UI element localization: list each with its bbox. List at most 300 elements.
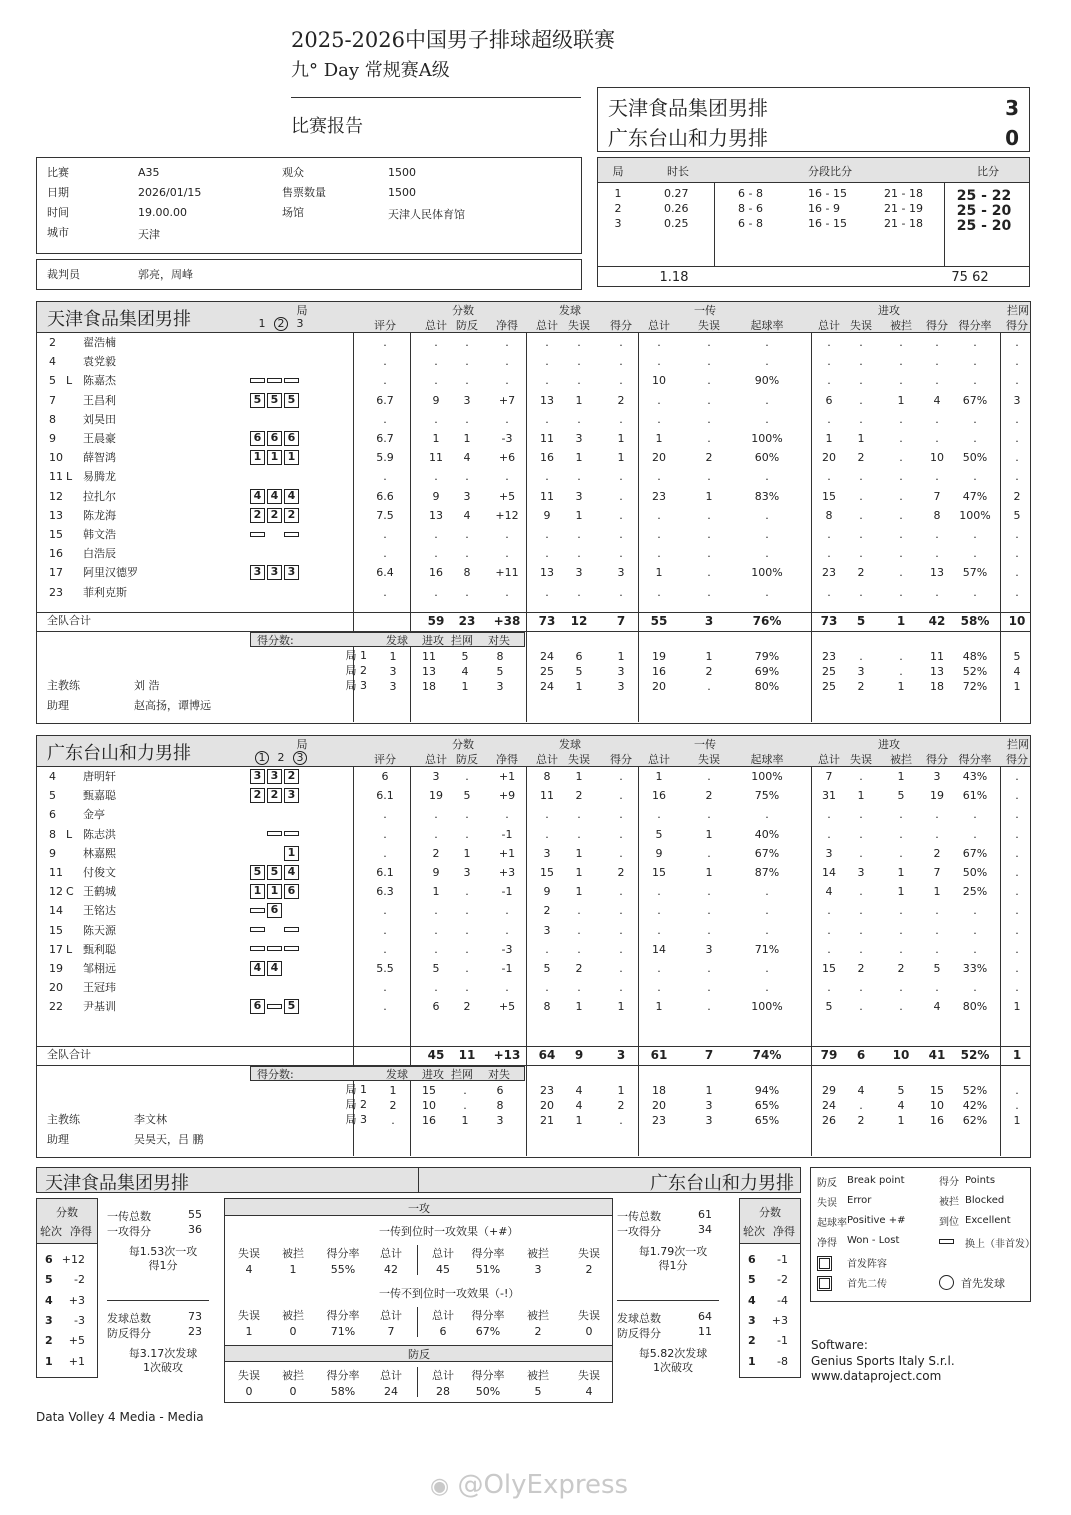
points-col-head: 拦网: [451, 634, 473, 647]
set-stat-cell: 4: [575, 1099, 583, 1112]
def-col-head: 失误: [578, 1369, 600, 1382]
stat-cell: 8: [543, 1000, 551, 1014]
home-reception-label: 一传总数: [107, 1210, 151, 1223]
stat-cell: .: [1015, 808, 1019, 822]
stat-cell: .: [545, 528, 549, 541]
stat-cell: .: [383, 412, 387, 426]
assistant-names: 赵高扬，谭博远: [134, 699, 211, 712]
def-col-head: 失误: [238, 1369, 260, 1382]
set-stat-cell: 3: [857, 665, 865, 678]
legend-desc: Positive +#: [847, 1215, 906, 1226]
software-name: Genius Sports Italy S.r.l.: [811, 1354, 955, 1368]
stat-cell: 8: [933, 508, 941, 522]
rotation-net: +1: [68, 1354, 85, 1368]
home-reception-label: 一攻得分: [107, 1225, 151, 1238]
stat-cell: +1: [498, 846, 516, 860]
col-group: 一传: [694, 738, 716, 751]
stat-cell: .: [827, 374, 831, 388]
stat-cell: 15: [540, 866, 554, 879]
stat-cell: .: [657, 393, 661, 407]
stat-cell: .: [505, 470, 509, 484]
stat-cell: +6: [498, 451, 516, 465]
stat-cell: .: [1015, 962, 1019, 975]
col-head: 净得: [496, 753, 518, 766]
def-value: 28: [436, 1385, 450, 1398]
stat-cell: .: [827, 585, 831, 599]
stat-cell: 43%: [962, 770, 988, 783]
stat-cell: 10: [930, 451, 944, 465]
stat-cell: 6.7: [376, 432, 394, 445]
stat-cell: .: [505, 904, 509, 918]
stat-cell: .: [545, 808, 549, 822]
set-stat-cell: 62%: [962, 1114, 988, 1127]
set-points-cell: 15: [422, 1084, 436, 1097]
start-position: 2: [250, 508, 265, 523]
col-head: 起球率: [750, 319, 784, 332]
set-stat-cell: 16: [930, 1114, 944, 1127]
player-name: 薛智鸿: [83, 451, 116, 465]
player-rotations: [250, 565, 301, 580]
legend-desc: Error: [847, 1195, 872, 1206]
set-stat-cell: 25: [822, 680, 836, 693]
match-info-value: 天津: [138, 228, 160, 241]
set-lineup-marks: [255, 751, 312, 765]
stat-cell: .: [827, 355, 831, 369]
home-rotation-box: [36, 1198, 98, 1378]
stat-cell: .: [935, 942, 939, 956]
stat-cell: .: [577, 470, 581, 484]
stat-cell: .: [973, 923, 977, 937]
stat-cell: .: [383, 528, 387, 541]
stat-cell: 4: [825, 885, 833, 899]
stat-cell: 1: [575, 393, 583, 407]
coach-label: 主教练: [47, 1113, 80, 1126]
so-col-head: 总计: [380, 1247, 402, 1260]
set-stat-cell: .: [707, 680, 711, 693]
set-stat-cell: 2: [857, 680, 865, 693]
stat-cell: .: [545, 827, 549, 841]
stat-cell: .: [505, 374, 509, 388]
stat-cell: 5.9: [376, 451, 394, 465]
stat-cell: 11: [540, 789, 554, 803]
match-info-value: 1500: [388, 166, 416, 179]
player-rotations: [250, 884, 301, 899]
stat-cell: 11: [540, 489, 554, 503]
set-points-cell: 4: [461, 665, 469, 678]
total-points: 75 62: [951, 270, 989, 285]
col-head: 得分率: [958, 753, 992, 766]
col-head: 总计: [425, 753, 447, 766]
def-value: 0: [289, 1385, 297, 1398]
stat-cell: 1: [825, 432, 833, 445]
start-position: 1: [267, 884, 282, 899]
rotation-number: 6: [45, 1253, 53, 1266]
so-col-head: 被拦: [527, 1309, 549, 1322]
coach-label: 主教练: [47, 679, 80, 692]
stat-cell: .: [973, 585, 977, 599]
stat-cell: 19: [429, 789, 443, 803]
set-points-cell: 1: [461, 680, 469, 693]
set-points-cell: .: [463, 1099, 467, 1112]
home-serve-label: 防反得分: [107, 1327, 151, 1340]
rotation-number: 1: [45, 1354, 53, 1368]
stat-cell: .: [1015, 374, 1019, 388]
stat-cell: .: [973, 336, 977, 349]
stat-cell: .: [657, 885, 661, 899]
home-bp-ratio: 1次破攻: [143, 1361, 183, 1374]
stat-cell: .: [707, 528, 711, 541]
set-stat-cell: 2: [857, 1114, 865, 1127]
stat-cell: 100%: [751, 566, 783, 580]
stat-cell: +9: [498, 789, 516, 803]
stat-cell: .: [577, 528, 581, 541]
so-col-head: 得分率: [471, 1309, 505, 1322]
away-reception-label: 一攻得分: [617, 1225, 661, 1238]
start-position: 6: [250, 999, 265, 1014]
match-info: [36, 157, 582, 254]
set-stat-cell: 25: [540, 665, 554, 678]
stat-cell: .: [619, 585, 623, 599]
player-name: 甄嘉聪: [83, 789, 116, 803]
def-col-head: 被拦: [527, 1369, 549, 1382]
player-number: 9: [49, 432, 56, 445]
away-rotation-box: [739, 1198, 801, 1378]
legend-desc: Won - Lost: [847, 1235, 900, 1246]
set-stat-cell: 3: [617, 680, 625, 693]
stat-cell: .: [619, 808, 623, 822]
stat-cell: 67%: [962, 393, 988, 407]
match-info-label: 观众: [282, 166, 304, 179]
def-col-head: 被拦: [282, 1369, 304, 1382]
start-position: 3: [250, 769, 265, 784]
competition-title: 2025-2026中国男子排球超级联赛: [291, 28, 615, 52]
stat-cell: .: [765, 393, 769, 407]
match-info-label: 场馆: [282, 206, 304, 219]
stat-cell: .: [465, 904, 469, 918]
stat-cell: 6: [825, 393, 833, 407]
stat-cell: .: [383, 470, 387, 484]
set-stat-cell: 79%: [754, 650, 780, 663]
sub-in-mark: [250, 946, 265, 951]
player-rotations: [250, 450, 301, 465]
def-col-head: 总计: [380, 1369, 402, 1382]
divider: [37, 612, 1030, 613]
stat-cell: 8: [825, 508, 833, 522]
stat-cell: .: [935, 374, 939, 388]
away-sets-won: 0: [1005, 126, 1019, 150]
stat-cell: 33%: [962, 962, 988, 975]
match-info-value: 天津人民体育馆: [388, 208, 465, 221]
stat-cell: .: [619, 470, 623, 484]
stat-cell: .: [1015, 904, 1019, 918]
stat-cell: .: [434, 355, 438, 369]
stat-cell: 50%: [962, 451, 988, 465]
player-name: 易腾龙: [83, 470, 116, 484]
stat-cell: 15: [652, 866, 666, 879]
stat-cell: +12: [495, 508, 519, 522]
rotation-net: -4: [777, 1293, 788, 1307]
team-total-cell: 10: [892, 1048, 910, 1062]
set-stat-cell: 5: [575, 665, 583, 678]
stat-cell: .: [657, 412, 661, 426]
player-number: 23: [49, 585, 63, 599]
stat-cell: .: [935, 528, 939, 541]
stat-cell: 5: [655, 827, 663, 841]
stat-cell: .: [465, 355, 469, 369]
bad-pass-value: 0: [585, 1325, 593, 1338]
stat-cell: 6: [381, 770, 389, 783]
col-divider: [638, 332, 639, 722]
so-col-head: 失误: [578, 1309, 600, 1322]
def-value: 0: [245, 1385, 253, 1398]
stat-cell: .: [505, 528, 509, 541]
stat-cell: 13: [429, 508, 443, 522]
stat-cell: .: [899, 470, 903, 484]
stat-cell: .: [859, 808, 863, 822]
def-value: 5: [534, 1385, 542, 1398]
start-position: 1: [284, 450, 299, 465]
stat-cell: 100%: [959, 508, 991, 522]
stat-cell: .: [619, 962, 623, 975]
stat-cell: 31: [822, 789, 836, 803]
col-head: 得分: [610, 319, 632, 332]
team-total-cell: 55: [650, 614, 668, 628]
player-name: 拉扎尔: [83, 489, 116, 503]
stat-cell: .: [707, 904, 711, 918]
stat-cell: .: [383, 942, 387, 956]
stat-cell: 1: [897, 866, 905, 879]
stat-cell: 1: [575, 770, 583, 783]
set-points-cell: .: [463, 1084, 467, 1097]
set-stat-cell: .: [859, 650, 863, 663]
points-col-head: 发球: [386, 1068, 408, 1081]
player-rotations: [250, 827, 301, 840]
set-stat-cell: 94%: [754, 1084, 780, 1097]
total-duration: 1.18: [659, 270, 689, 285]
rotation-number: 6: [748, 1253, 756, 1266]
sub-in-mark: [284, 927, 299, 932]
team-total-cell: 58%: [960, 614, 990, 628]
starter-icon: [817, 1256, 832, 1271]
stat-cell: 4: [933, 393, 941, 407]
sub-in-mark: [284, 532, 299, 537]
set-stat-cell: 1: [617, 1084, 625, 1097]
stat-cell: 9: [432, 393, 440, 407]
player-rotations: [250, 942, 301, 955]
stat-cell: 25%: [962, 885, 988, 899]
set-stat-cell: 24: [540, 650, 554, 663]
stat-cell: .: [935, 547, 939, 561]
col-head: 总计: [818, 753, 840, 766]
stat-cell: 16: [652, 789, 666, 803]
stat-cell: .: [1015, 585, 1019, 599]
start-position: 4: [267, 961, 282, 976]
set-stat-cell: 5: [897, 1084, 905, 1097]
start-position: 6: [250, 431, 265, 446]
stat-cell: .: [1015, 789, 1019, 803]
away-bp-ratio: 1次破攻: [653, 1361, 693, 1374]
stat-cell: .: [383, 336, 387, 349]
stat-cell: 71%: [754, 942, 780, 956]
player-name: 王铭达: [83, 904, 116, 918]
stat-cell: 80%: [962, 1000, 988, 1014]
player-number: 15: [49, 528, 63, 541]
so-col-head: 失误: [578, 1247, 600, 1260]
col-group: 局: [296, 304, 308, 317]
set-stat-cell: 65%: [754, 1114, 780, 1127]
player-number: 14: [49, 904, 63, 918]
player-role: L: [66, 470, 73, 484]
home-sets-won: 3: [1005, 96, 1019, 120]
player-number: 12: [49, 489, 63, 503]
referee-names: 郭亮，周峰: [138, 268, 193, 281]
so-col-head: 被拦: [527, 1247, 549, 1260]
stat-cell: .: [899, 981, 903, 995]
so-col-head: 得分率: [326, 1309, 360, 1322]
set-stat-cell: 10: [930, 1099, 944, 1112]
player-name: 金亭: [83, 808, 105, 822]
set-stat-cell: 1: [1013, 680, 1021, 693]
stat-cell: .: [434, 923, 438, 937]
set-points-cell: 18: [422, 680, 436, 693]
set-partial: 8 - 6: [738, 202, 763, 215]
stat-cell: 1: [857, 432, 865, 445]
set-stat-cell: 3: [617, 665, 625, 678]
rotation-net: -8: [777, 1354, 788, 1368]
stat-cell: 1: [617, 432, 625, 445]
start-position: 4: [267, 489, 282, 504]
stat-cell: 9: [432, 489, 440, 503]
stat-cell: .: [899, 547, 903, 561]
set-duration: 0.25: [664, 217, 689, 230]
stat-cell: 1: [655, 1000, 663, 1014]
set-points-cell: 10: [422, 1099, 436, 1112]
set-stat-cell: 15: [930, 1084, 944, 1097]
stat-cell: .: [707, 355, 711, 369]
stat-cell: .: [619, 981, 623, 995]
rotation-net: -3: [74, 1313, 85, 1327]
match-info-value: A35: [138, 166, 160, 179]
stat-cell: .: [383, 904, 387, 918]
stat-cell: 13: [540, 566, 554, 580]
set-stat-cell: 3: [705, 1114, 713, 1127]
stat-cell: .: [1015, 942, 1019, 956]
legend-desc: 换上（非首发）: [965, 1239, 1035, 1250]
start-position: 4: [284, 489, 299, 504]
stat-cell: .: [619, 374, 623, 388]
set-stat-cell: 1: [705, 650, 713, 663]
set-stat-cell: 1: [575, 1114, 583, 1127]
stat-cell: .: [657, 962, 661, 975]
away-serve-value: 11: [698, 1325, 712, 1338]
set-mark: 2: [277, 751, 285, 764]
start-position: 6: [267, 431, 282, 446]
stat-cell: .: [383, 846, 387, 860]
set-stat-cell: 48%: [962, 650, 988, 663]
stat-cell: .: [577, 981, 581, 995]
set-stat-cell: 18: [652, 1084, 666, 1097]
bad-pass-value: 7: [387, 1325, 395, 1338]
set-stat-cell: 2: [705, 665, 713, 678]
stat-cell: .: [465, 336, 469, 349]
start-position: 3: [284, 565, 299, 580]
stat-cell: 2: [857, 566, 865, 580]
def-value: 24: [384, 1385, 398, 1398]
col-head: 失误: [698, 753, 720, 766]
set-points-cell: 8: [496, 1099, 504, 1112]
assistant-label: 助理: [47, 699, 69, 712]
stat-cell: .: [577, 585, 581, 599]
stat-cell: 61%: [962, 789, 988, 803]
start-position: 3: [284, 788, 299, 803]
stat-cell: 13: [930, 566, 944, 580]
stat-cell: .: [657, 923, 661, 937]
team-total-label: 全队合计: [47, 614, 91, 627]
stat-cell: 1: [897, 770, 905, 783]
col-divider: [410, 766, 411, 1156]
good-pass-value: 2: [585, 1263, 593, 1276]
stat-cell: .: [859, 412, 863, 426]
stat-cell: .: [935, 923, 939, 937]
player-rotations: [250, 999, 301, 1014]
stat-cell: .: [765, 808, 769, 822]
set-row-label: 局 3: [345, 679, 367, 692]
set-final-score: 25 - 20: [956, 203, 1012, 219]
legend-desc: Blocked: [965, 1195, 1005, 1206]
stat-cell: .: [827, 470, 831, 484]
stat-cell: .: [1015, 866, 1019, 879]
col-head: 防反: [456, 319, 478, 332]
col-head: 得分: [1006, 319, 1028, 332]
set-stat-cell: 20: [540, 1099, 554, 1112]
set-stat-cell: 52%: [962, 665, 988, 678]
team-total-cell: 52%: [960, 1048, 990, 1062]
stat-cell: .: [935, 808, 939, 822]
stat-cell: .: [545, 942, 549, 956]
stat-cell: 20: [652, 451, 666, 465]
col-divider: [1000, 332, 1001, 722]
start-position: 1: [250, 450, 265, 465]
divider: [598, 266, 1029, 267]
stat-cell: .: [707, 923, 711, 937]
start-position: 1: [284, 846, 299, 861]
stat-cell: 2: [617, 393, 625, 407]
player-number: 8: [49, 412, 56, 426]
stat-cell: 1: [655, 770, 663, 783]
col-head: 总计: [648, 753, 670, 766]
stat-cell: 5: [463, 789, 471, 803]
stat-cell: .: [619, 355, 623, 369]
team-total-cell: 3: [704, 614, 714, 628]
stat-cell: 1: [575, 885, 583, 899]
stat-cell: .: [657, 808, 661, 822]
stat-cell: 60%: [754, 451, 780, 465]
stat-cell: 100%: [751, 1000, 783, 1014]
stat-cell: -1: [501, 962, 513, 975]
player-rotations: [250, 489, 301, 504]
stat-cell: .: [859, 355, 863, 369]
start-position: 2: [284, 769, 299, 784]
stat-cell: .: [973, 432, 977, 445]
legend-starter: 首发阵容: [847, 1259, 887, 1270]
so-col-head: 总计: [432, 1247, 454, 1260]
col-head: 失误: [568, 319, 590, 332]
rotation-net: -1: [777, 1334, 788, 1348]
stat-cell: 3: [705, 942, 713, 956]
set-stat-cell: 23: [822, 650, 836, 663]
stat-cell: .: [657, 336, 661, 349]
stat-cell: 3: [463, 489, 471, 503]
